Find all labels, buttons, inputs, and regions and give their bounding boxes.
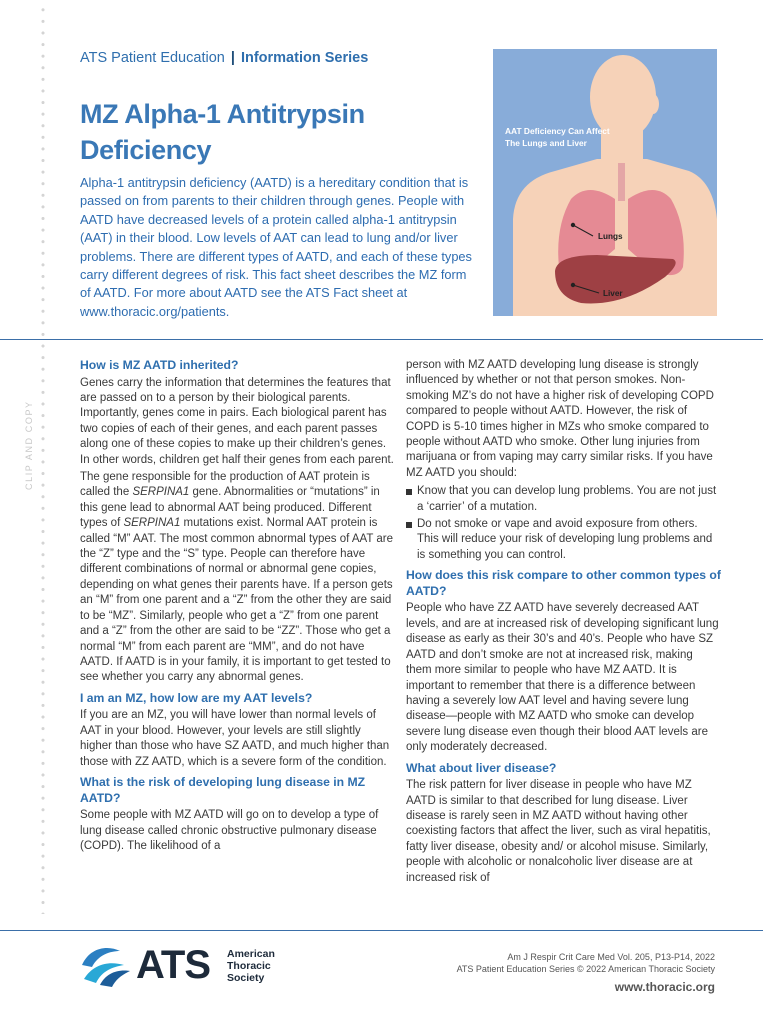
series-name: Information Series xyxy=(240,50,369,66)
intro-paragraph: Alpha-1 antitrypsin deficiency (AATD) is a hereditary condition that is passed on from parents to their children through genes. People with AATD have decreased levels of a protein called alpha-1 antitrypsin (AAT) in their blood. Low levels of AAT can lead to lung and/or liver problems. There are different types of AATD, and each of these types carry different degrees of risk. This fact sheet describes the MZ form of AATD. For more about AATD see the ATS Fact sheet at www.thoracic.org/patients. xyxy=(80,175,472,319)
lungs-label: Lungs xyxy=(598,232,623,241)
paragraph-liver: The risk pattern for liver disease in people who have MZ AATD is similar to that described for lung disease. Liver disease is rarely seen in MZ AATD without having other coexisting factors that affect the liver, such as viral hepatitis, fatty liver disease, obesity and/ or alcohol misuse. Similarly, people with alcoholic or nonalcoholic liver disease are at increased risk of xyxy=(406,779,711,884)
paragraph-serpina1: The gene responsible for the production of AAT protein is called the SERPINA1 gene. Abnormalities or “mutations” in this gene lead to abnormal AAT being produced. Different types of SERPINA1 mutations exist. Normal AAT protein is called “M” AAT. The most common abnormal types of AAT are the “Z” type and the “S” type. People can therefore have different combinations of normal or abnormal gene copies, depending on what genes their parents have. If a person gets an “M” from one parent and a “Z” from the other they are said to be “MZ”. Similarly, people who get a “Z” from one parent and a “Z” from the other are said to be “ZZ”. Those who get a normal “M” from each parent are “MM”, and do not have AATD. If AATD is in your family, it is important to get tested to see whether you carry any abnormal genes. xyxy=(80,471,393,684)
section-heading-aat-levels: I am an MZ, how low are my AAT levels? xyxy=(80,690,313,705)
recommendation-list xyxy=(406,484,721,563)
list-item: Know that you can develop lung problems. You are not just a ‘carrier’ of a mutation. xyxy=(406,484,721,515)
list-item: Do not smoke or vape and avoid exposure from others. This will reduce your risk of developing lung problems and is something you can control. xyxy=(406,517,721,563)
logo-wordmark: ATS xyxy=(136,943,211,987)
citation: Am J Respir Crit Care Med Vol. 205, P13-P14, 2022 ATS Patient Education Series © 2022 American Thoracic Society xyxy=(456,952,715,974)
anatomy-illustration xyxy=(493,49,717,316)
series-separator: | xyxy=(230,50,235,66)
paragraph-genes: Genes carry the information that determines the features that are passed on to a person by their biological parents. Importantly, genes come in pairs. Each biological parent has two copies of each of their genes, and each parent passes along one of these copies to make up their children’s genes. In other words, children get half their genes from each parent. xyxy=(80,376,394,466)
website-link[interactable]: www.thoracic.org xyxy=(614,980,715,994)
section-heading-risk-compare: How does this risk compare to other common types of AATD? xyxy=(406,568,721,598)
page-title: MZ Alpha-1 Antitrypsin Deficiency xyxy=(80,99,365,165)
paragraph-smoking-risk: person with MZ AATD developing lung disease is strongly influenced by whether or not that person smokes. Non-smoking MZ’s do not have a higher risk of developing COPD compared to people without AATD. However, the risk of COPD is 5-10 times higher in MZs who smoke compared to people without AATD who smoke. Other lung injuries from marijuana or from vaping may carry similar risks. If you have MZ AATD you should: xyxy=(406,359,714,479)
section-heading-lung-risk: What is the risk of developing lung disease in MZ AATD? xyxy=(80,774,366,805)
perforation-dots xyxy=(40,4,46,914)
illustration-caption: AAT Deficiency Can Affect The Lungs and Liver xyxy=(505,126,610,148)
header-divider xyxy=(0,339,763,340)
right-column xyxy=(406,358,721,888)
series-header xyxy=(80,50,368,66)
ats-logo xyxy=(80,943,275,987)
liver-label: Liver xyxy=(603,289,623,298)
section-heading-liver: What about liver disease? xyxy=(406,760,557,775)
series-prefix: ATS Patient Education xyxy=(80,50,225,66)
footer-divider xyxy=(0,930,763,931)
paragraph-aat-levels: If you are an MZ, you will have lower than normal levels of AAT in your blood. However, your levels are still slightly higher than those who have SZ AATD, and much higher than those with ZZ AATD, which is a severe form of the condition. xyxy=(80,709,390,768)
ats-logo-mark-icon xyxy=(80,943,132,987)
paragraph-lung-risk: Some people with MZ AATD will go on to develop a type of lung disease called chronic obstructive pulmonary disease (COPD). The likelihood of a xyxy=(80,809,379,852)
logo-org-name: American Thoracic Society xyxy=(227,948,275,984)
paragraph-risk-compare: People who have ZZ AATD have severely decreased AAT levels, and are at increased risk of developing significant lung disease as early as their 30’s and 40’s. People who have SZ AATD and don’t smoke are not at increased risk, making them more similar to people who have MZ AATD. It is important to remember that there is a difference between having a severely low AAT level and having severe lung disease—people with MZ AATD who smoke can develop severe lung disease even though their blood AAT levels are only moderately decreased. xyxy=(406,602,719,754)
body-silhouette-graphic xyxy=(493,49,717,316)
left-column xyxy=(80,358,395,856)
section-heading-inherited: How is MZ AATD inherited? xyxy=(80,358,239,372)
clip-and-copy-label: CLIP AND COPY xyxy=(24,400,34,490)
